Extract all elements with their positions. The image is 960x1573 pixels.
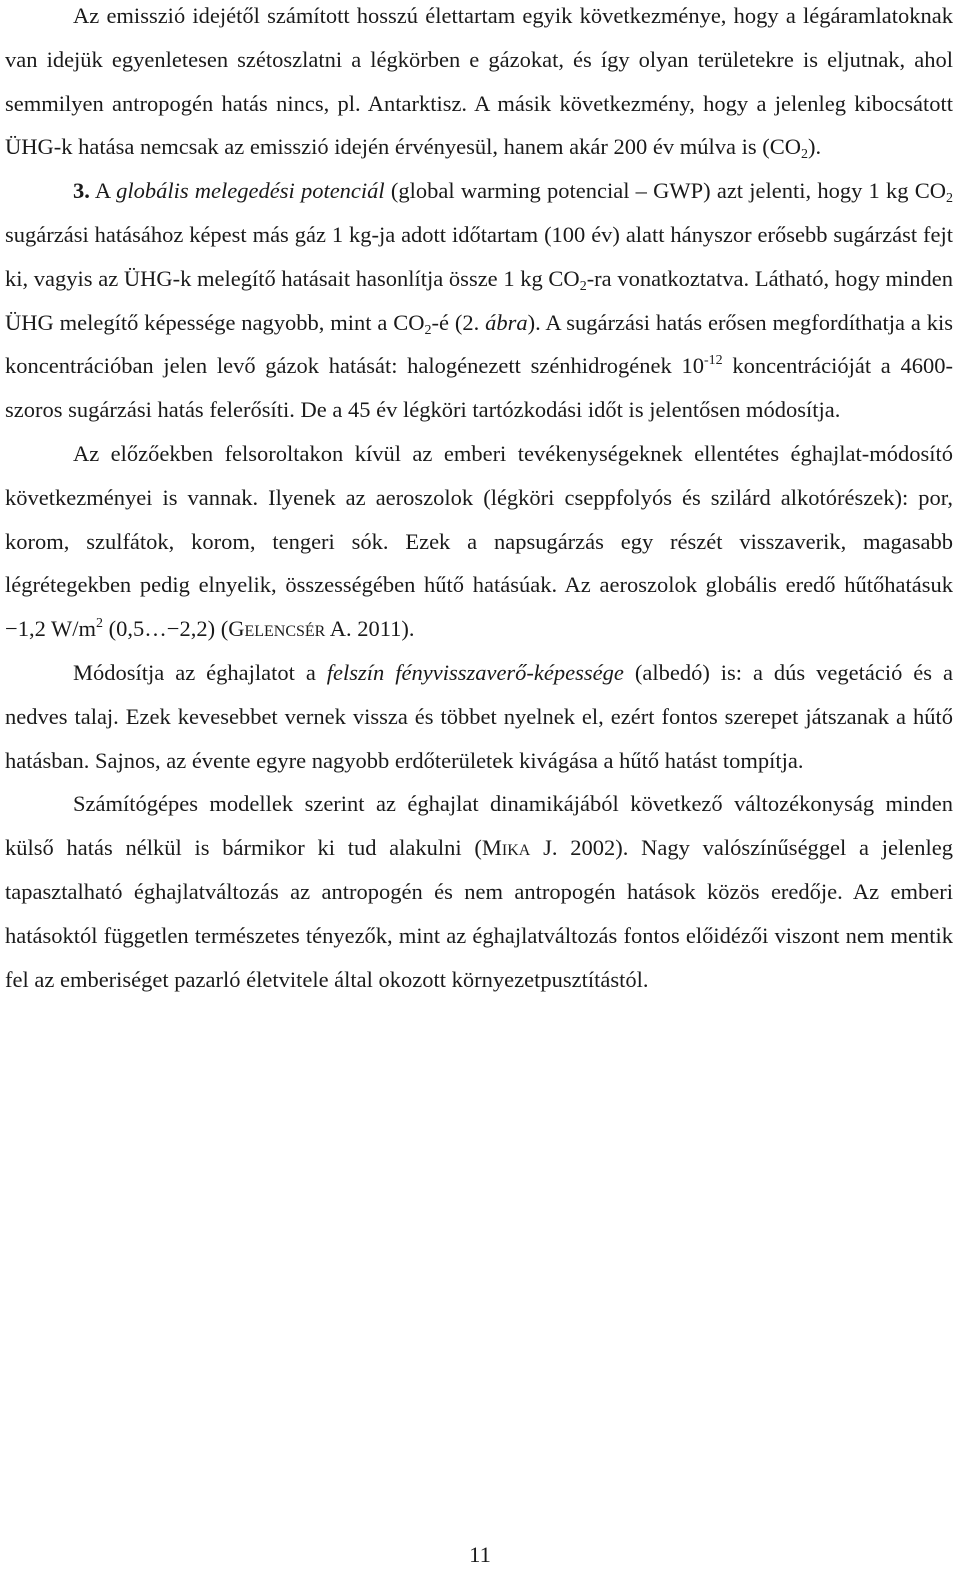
p2-lead: A bbox=[89, 178, 117, 204]
term-albedo: felszín fényvisszaverő-képessége bbox=[326, 659, 624, 685]
p5-text-a: Számítógépes modellek szerint az éghajlat dinamikájából következő változékonyság minden külső hatás nélkül is bármikor ki tud alakulni ( bbox=[5, 791, 953, 861]
p2-text-f: koncentrációját a 4600-szoros sugárzási hatás felerősíti. De a 45 év légköri tartózkodási időt is jelentősen módosítja. bbox=[5, 353, 953, 423]
p2-superscript: -12 bbox=[704, 353, 723, 369]
p5-text-b: J. 2002). Nagy valószínűséggel a jelenleg tapasztalható éghajlatváltozás az antropogén és nem antropogén hatások közös eredője. Az emberi hatásoktól független természetes tényezők, mint az éghajlatváltozás fontos előidézői viszont nem mentik fel az emberiséget pazarló életvitele által okozott környezetpusztítástól. bbox=[5, 835, 953, 992]
p2-text-c: -ra vonatkoztatva. Látható, hogy minden ÜHG melegítő képessége nagyobb, mint a CO bbox=[5, 265, 953, 335]
p3-superscript: 2 bbox=[96, 616, 104, 632]
paragraph-gwp bbox=[5, 169, 953, 432]
p2-text-b: sugárzási hatásához képest más gáz 1 kg-ja adott időtartam (100 év) alatt hányszor erősebb sugárzást fejt ki, vagyis az ÜHG-k melegítő hatásait hasonlítja össze 1 kg CO bbox=[5, 221, 953, 291]
list-number: 3. bbox=[73, 178, 90, 204]
p2-text-d: -é (2. bbox=[431, 309, 486, 335]
p1-subscript: 2 bbox=[801, 147, 808, 163]
p2-subscript-3: 2 bbox=[424, 322, 432, 338]
figure-reference: ábra bbox=[485, 309, 528, 335]
paragraph-aerosols bbox=[5, 432, 953, 651]
citation-author: Mika bbox=[481, 835, 531, 861]
p2-subscript-2: 2 bbox=[579, 278, 587, 294]
p4-text-b: (albedó) is: a dús vegetáció és a nedves talaj. Ezek kevesebbet vernek vissza és többet nyelnek el, ezért fontos szerepet játszanak a hűtő hatásban. Sajnos, az évente egyre nagyobb erdőterületek kivágása a hűtő hatást tompítja. bbox=[5, 659, 953, 773]
p1-text-a: Az emisszió idejétől számított hosszú élettartam egyik következménye, hogy a légáramlatoknak van idejük egyenletesen szétoszlatni a légkörben e gázokat, és így olyan területekre is eljutnak, ahol semmilyen antropogén hatás nincs, pl. Antarktisz. A másik következmény, hogy a jelenleg kibocsátott ÜHG-k hatása nemcsak az emisszió idején érvényesül, hanem akár 200 év múlva is (CO bbox=[5, 3, 953, 160]
page-number: 11 bbox=[469, 1542, 491, 1567]
citation-author: Gelencsér bbox=[228, 616, 326, 642]
p1-text-b: ). bbox=[808, 134, 822, 160]
p3-text-c: A. 2011). bbox=[325, 616, 415, 642]
paragraph-models bbox=[5, 782, 953, 1001]
document-page bbox=[5, 0, 953, 1001]
p3-text-a: Az előzőekben felsoroltakon kívül az emberi tevékenységeknek ellentétes éghajlat-módosító következményei is vannak. Ilyenek az aeroszolok (légköri cseppfolyós és szilárd alkotórészek): por, korom, szulfátok, korom, tengeri sók. Ezek a napsugárzás egy részét visszaverik, magasabb légrétegekben pedig elnyelik, összességében hűtő hatásúak. Az aeroszolok globális eredő hűtőhatásuk −1,2 W/m bbox=[5, 440, 953, 642]
paragraph-emission-lifetime bbox=[5, 0, 953, 169]
p4-text-a: Módosítja az éghajlatot a bbox=[73, 659, 327, 685]
paragraph-albedo bbox=[5, 651, 953, 782]
p2-subscript-1: 2 bbox=[945, 191, 953, 207]
term-gwp: globális melegedési potenciál bbox=[116, 178, 385, 204]
p3-text-b: (0,5…−2,2) ( bbox=[103, 616, 229, 642]
p2-text-a: (global warming potencial – GWP) azt jelenti, hogy 1 kg CO bbox=[384, 178, 946, 204]
p2-text-e: ). A sugárzási hatás erősen megfordíthatja a kis koncentrációban jelen levő gázok hatását: halogénezett szénhidrogének 10 bbox=[5, 309, 953, 379]
